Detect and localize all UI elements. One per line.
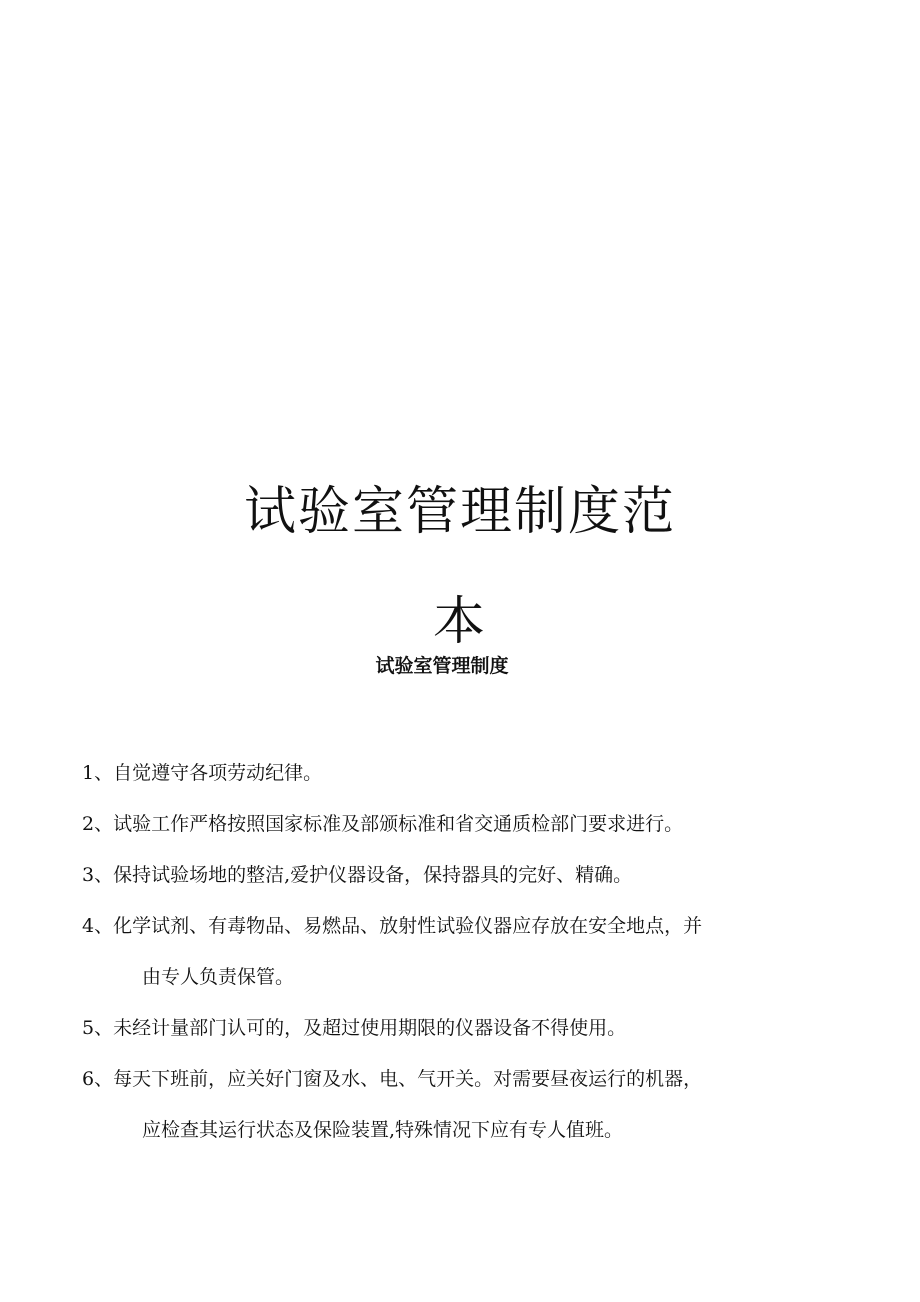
rule-text-line: 5、未经计量部门认可的，及超过使用期限的仪器设备不得使用。 [82,1017,627,1039]
rule-item [82,748,882,799]
document-title-line-1: 试验室管理制度范 [243,482,676,542]
rule-item [82,901,882,1003]
rule-text-line: 3、保持试验场地的整洁,爱护仪器设备，保持器具的完好、精确。 [82,864,633,886]
rule-item [82,1003,882,1054]
rule-item [82,799,882,850]
rule-text-line: 6、每天下班前，应关好门窗及水、电、气开关。对需要昼夜运行的机器， [82,1068,703,1090]
rule-text-continuation: 由专人负责保管。 [142,966,295,988]
rule-text-continuation: 应检查其运行状态及保险装置,特殊情况下应有专人值班。 [142,1119,624,1141]
rules-list [82,748,882,1156]
document-subtitle: 试验室管理制度 [375,655,509,677]
rule-item [82,1054,882,1156]
rule-text-line: 4、化学试剂、有毒物品、易燃品、放射性试验仪器应存放在安全地点，并 [82,915,703,937]
document-title-line-2: 本 [432,592,487,652]
rule-item [82,850,882,901]
rule-text-line: 2、试验工作严格按照国家标准及部颁标准和省交通质检部门要求进行。 [82,813,684,835]
rule-text-line: 1、自觉遵守各项劳动纪律。 [82,762,323,784]
